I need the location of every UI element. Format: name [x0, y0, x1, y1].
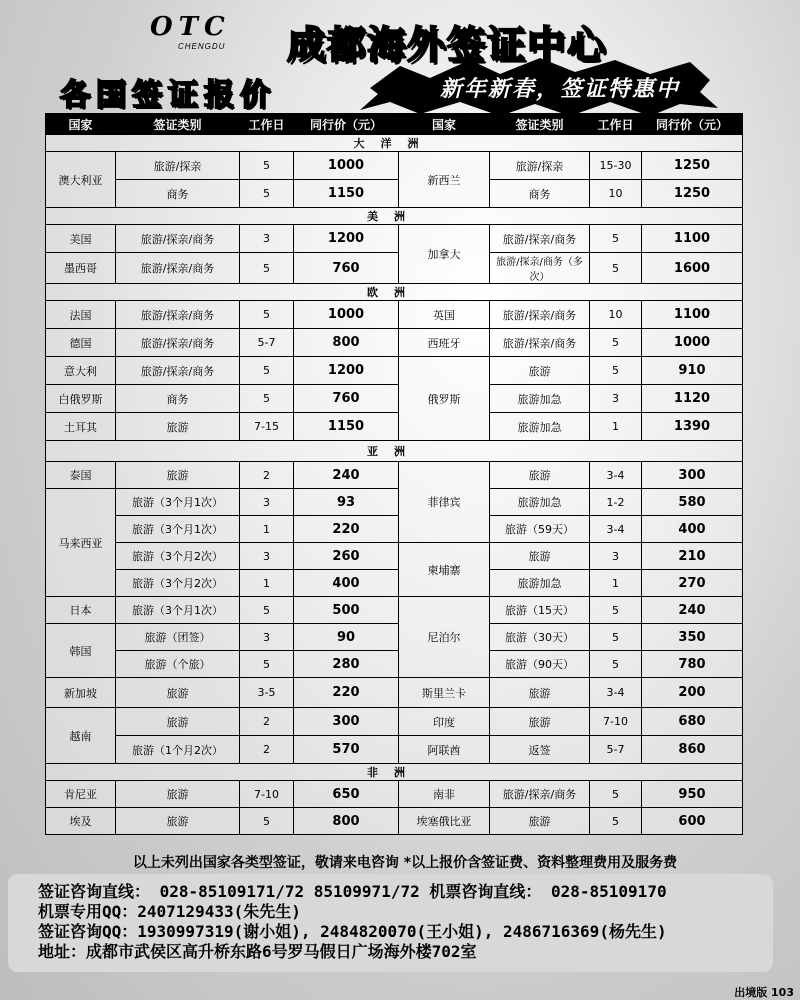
table-row [46, 329, 743, 357]
promo-banner: 新年新春，签证特惠中 [439, 76, 680, 102]
workdays-cell: 15-30 [590, 152, 642, 180]
header-workdays: 工作日 [590, 114, 642, 135]
table-row [46, 543, 743, 570]
visa-type-cell: 旅游/探亲/商务 [116, 329, 240, 357]
visa-type-cell: 旅游/探亲 [490, 152, 590, 180]
price-cell: 950 [642, 781, 743, 808]
price-cell: 760 [294, 385, 399, 413]
visa-type-cell: 旅游/探亲/商务 [116, 253, 240, 284]
workdays-cell: 1 [240, 570, 294, 597]
price-cell: 1390 [642, 413, 743, 441]
workdays-cell: 2 [240, 736, 294, 764]
visa-type-cell: 旅游 [490, 808, 590, 835]
visa-type-cell: 旅游（3个月2次） [116, 543, 240, 570]
price-list-title: 各国签证报价 [60, 78, 276, 113]
logo-subtext: CHENGDU [178, 42, 226, 51]
visa-type-cell: 旅游 [116, 462, 240, 489]
country-cell: 韩国 [46, 624, 116, 678]
table-row [46, 678, 743, 708]
workdays-cell: 5 [240, 253, 294, 284]
workdays-cell: 5 [590, 329, 642, 357]
workdays-cell: 5 [240, 808, 294, 835]
table-row [46, 781, 743, 808]
workdays-cell: 5 [240, 597, 294, 624]
workdays-cell: 7-15 [240, 413, 294, 441]
visa-type-cell: 返签 [490, 736, 590, 764]
table-row [46, 516, 743, 543]
visa-type-cell: 旅游/探亲/商务 [490, 781, 590, 808]
country-cell: 埃及 [46, 808, 116, 835]
ticket-qq: 机票专用QQ：2407129433(朱先生) [38, 902, 301, 921]
header-country: 国家 [46, 114, 116, 135]
table-row [46, 708, 743, 736]
price-cell: 780 [642, 651, 743, 678]
header-country: 国家 [399, 114, 490, 135]
country-cell: 白俄罗斯 [46, 385, 116, 413]
visa-type-cell: 旅游加急 [490, 413, 590, 441]
visa-type-cell: 旅游（3个月1次） [116, 516, 240, 543]
visa-type-cell: 旅游 [116, 678, 240, 708]
country-cell: 法国 [46, 301, 116, 329]
price-cell: 300 [294, 708, 399, 736]
workdays-cell: 5 [590, 253, 642, 284]
table-row [46, 180, 743, 208]
workdays-cell: 3 [240, 543, 294, 570]
country-cell: 美国 [46, 225, 116, 253]
table-row [46, 225, 743, 253]
visa-type-cell: 旅游 [490, 708, 590, 736]
price-cell: 1100 [642, 301, 743, 329]
country-cell: 俄罗斯 [399, 357, 490, 441]
visa-type-cell: 旅游 [116, 708, 240, 736]
price-cell: 300 [642, 462, 743, 489]
workdays-cell: 2 [240, 708, 294, 736]
visa-type-cell: 旅游 [116, 781, 240, 808]
country-cell: 泰国 [46, 462, 116, 489]
price-cell: 1000 [294, 301, 399, 329]
table-row [46, 736, 743, 764]
country-cell: 尼泊尔 [399, 597, 490, 678]
header-workdays: 工作日 [240, 114, 294, 135]
country-cell: 南非 [399, 781, 490, 808]
visa-type-cell: 旅游（59天） [490, 516, 590, 543]
workdays-cell: 3 [590, 543, 642, 570]
country-cell: 新西兰 [399, 152, 490, 208]
price-cell: 1150 [294, 413, 399, 441]
workdays-cell: 1 [240, 516, 294, 543]
logo-text: OTC [150, 12, 231, 42]
workdays-cell: 1 [590, 413, 642, 441]
price-cell: 1200 [294, 225, 399, 253]
header-visa-type: 签证类别 [490, 114, 590, 135]
region-americas: 美洲 [46, 208, 743, 225]
visa-type-cell: 旅游/探亲/商务 [116, 301, 240, 329]
visa-type-cell: 旅游 [116, 413, 240, 441]
country-cell: 西班牙 [399, 329, 490, 357]
price-cell: 1120 [642, 385, 743, 413]
visa-type-cell: 旅游（3个月2次） [116, 570, 240, 597]
price-cell: 1200 [294, 357, 399, 385]
header-price: 同行价（元） [642, 114, 743, 135]
visa-type-cell: 旅游（个旅） [116, 651, 240, 678]
visa-type-cell: 旅游 [116, 808, 240, 835]
visa-type-cell: 旅游（3个月1次） [116, 597, 240, 624]
price-cell: 650 [294, 781, 399, 808]
visa-type-cell: 旅游/探亲/商务 [116, 357, 240, 385]
country-cell: 马来西亚 [46, 489, 116, 597]
workdays-cell: 1-2 [590, 489, 642, 516]
workdays-cell: 5 [590, 597, 642, 624]
country-cell: 英国 [399, 301, 490, 329]
workdays-cell: 3-4 [590, 516, 642, 543]
workdays-cell: 5 [590, 357, 642, 385]
visa-type-cell: 旅游加急 [490, 385, 590, 413]
price-cell: 1600 [642, 253, 743, 284]
visa-type-cell: 旅游/探亲/商务 [490, 301, 590, 329]
consult-hotline: 签证咨询直线： 028-85109171/72 85109971/72 机票咨询直线： 028-85109170 [38, 882, 667, 901]
country-cell: 日本 [46, 597, 116, 624]
header-visa-type: 签证类别 [116, 114, 240, 135]
visa-type-cell: 旅游/探亲/商务（多次） [490, 253, 590, 284]
table-row [46, 489, 743, 516]
price-cell: 1000 [294, 152, 399, 180]
table-row [46, 808, 743, 835]
workdays-cell: 5 [240, 651, 294, 678]
workdays-cell: 1 [590, 570, 642, 597]
region-asia: 亚洲 [46, 441, 743, 462]
visa-type-cell: 旅游 [490, 357, 590, 385]
country-cell: 菲律宾 [399, 462, 490, 543]
address: 地址：成都市武侯区高升桥东路6号罗马假日广场海外楼702室 [38, 942, 477, 961]
price-cell: 1000 [642, 329, 743, 357]
visa-type-cell: 商务 [490, 180, 590, 208]
visa-qq: 签证咨询QQ：1930997319(谢小姐), 2484820070(王小姐), 2486716369(杨先生) [38, 922, 667, 941]
workdays-cell: 10 [590, 301, 642, 329]
visa-type-cell: 旅游 [490, 678, 590, 708]
price-cell: 200 [642, 678, 743, 708]
workdays-cell: 5 [240, 152, 294, 180]
visa-price-table [45, 113, 743, 835]
table-row [46, 651, 743, 678]
price-cell: 910 [642, 357, 743, 385]
country-cell: 印度 [399, 708, 490, 736]
workdays-cell: 5 [590, 225, 642, 253]
workdays-cell: 5 [240, 180, 294, 208]
country-cell: 越南 [46, 708, 116, 764]
price-cell: 280 [294, 651, 399, 678]
workdays-cell: 5 [240, 301, 294, 329]
visa-type-cell: 商务 [116, 180, 240, 208]
region-africa: 非洲 [46, 764, 743, 781]
table-row [46, 152, 743, 180]
workdays-cell: 5 [590, 808, 642, 835]
table-row [46, 624, 743, 651]
workdays-cell: 5 [590, 624, 642, 651]
price-cell: 600 [642, 808, 743, 835]
workdays-cell: 5 [590, 651, 642, 678]
workdays-cell: 3-4 [590, 678, 642, 708]
price-footnote: 以上未列出国家各类型签证，敬请来电咨询 *以上报价含签证费、资料整理费用及服务费 [132, 855, 678, 871]
table-row [46, 570, 743, 597]
otc-logo [150, 12, 240, 52]
workdays-cell: 3 [590, 385, 642, 413]
region-europe: 欧洲 [46, 284, 743, 301]
country-cell: 埃塞俄比亚 [399, 808, 490, 835]
workdays-cell: 2 [240, 462, 294, 489]
price-cell: 260 [294, 543, 399, 570]
price-cell: 500 [294, 597, 399, 624]
price-cell: 240 [642, 597, 743, 624]
country-cell: 肯尼亚 [46, 781, 116, 808]
table-row [46, 413, 743, 441]
country-cell: 澳大利亚 [46, 152, 116, 208]
country-cell: 加拿大 [399, 225, 490, 284]
visa-type-cell: 旅游（15天） [490, 597, 590, 624]
workdays-cell: 7-10 [590, 708, 642, 736]
country-cell: 德国 [46, 329, 116, 357]
contact-panel [8, 874, 773, 972]
workdays-cell: 3 [240, 624, 294, 651]
visa-type-cell: 旅游/探亲 [116, 152, 240, 180]
visa-type-cell: 旅游/探亲/商务 [116, 225, 240, 253]
price-cell: 400 [294, 570, 399, 597]
price-cell: 350 [642, 624, 743, 651]
visa-type-cell: 旅游（团签） [116, 624, 240, 651]
workdays-cell: 3-4 [590, 462, 642, 489]
price-cell: 570 [294, 736, 399, 764]
price-cell: 760 [294, 253, 399, 284]
price-cell: 240 [294, 462, 399, 489]
price-cell: 210 [642, 543, 743, 570]
price-cell: 800 [294, 808, 399, 835]
table-header-row [46, 114, 743, 135]
price-cell: 400 [642, 516, 743, 543]
table-row [46, 385, 743, 413]
price-cell: 1150 [294, 180, 399, 208]
workdays-cell: 5-7 [590, 736, 642, 764]
price-cell: 220 [294, 678, 399, 708]
table-row [46, 597, 743, 624]
country-cell: 墨西哥 [46, 253, 116, 284]
price-cell: 680 [642, 708, 743, 736]
price-cell: 93 [294, 489, 399, 516]
visa-type-cell: 旅游（3个月1次） [116, 489, 240, 516]
country-cell: 柬埔寨 [399, 543, 490, 597]
price-cell: 270 [642, 570, 743, 597]
price-cell: 220 [294, 516, 399, 543]
workdays-cell: 5 [240, 357, 294, 385]
price-cell: 800 [294, 329, 399, 357]
workdays-cell: 3-5 [240, 678, 294, 708]
price-cell: 1100 [642, 225, 743, 253]
workdays-cell: 3 [240, 489, 294, 516]
workdays-cell: 7-10 [240, 781, 294, 808]
page-title: 成都海外签证中心 [286, 23, 607, 67]
price-cell: 1250 [642, 152, 743, 180]
country-cell: 新加坡 [46, 678, 116, 708]
region-oceania: 大洋洲 [46, 135, 743, 152]
visa-type-cell: 旅游/探亲/商务 [490, 329, 590, 357]
table-row [46, 357, 743, 385]
visa-type-cell: 旅游（90天） [490, 651, 590, 678]
visa-type-cell: 旅游/探亲/商务 [490, 225, 590, 253]
visa-type-cell: 旅游加急 [490, 489, 590, 516]
workdays-cell: 3 [240, 225, 294, 253]
visa-type-cell: 商务 [116, 385, 240, 413]
visa-type-cell: 旅游加急 [490, 570, 590, 597]
workdays-cell: 5 [240, 385, 294, 413]
workdays-cell: 10 [590, 180, 642, 208]
workdays-cell: 5-7 [240, 329, 294, 357]
visa-type-cell: 旅游 [490, 462, 590, 489]
country-cell: 阿联酋 [399, 736, 490, 764]
visa-type-cell: 旅游（1个月2次） [116, 736, 240, 764]
price-cell: 860 [642, 736, 743, 764]
visa-type-cell: 旅游 [490, 543, 590, 570]
table-row [46, 253, 743, 284]
page-number: 出境版 103 [734, 986, 794, 999]
country-cell: 斯里兰卡 [399, 678, 490, 708]
price-cell: 580 [642, 489, 743, 516]
table-row [46, 301, 743, 329]
price-cell: 90 [294, 624, 399, 651]
workdays-cell: 5 [590, 781, 642, 808]
price-cell: 1250 [642, 180, 743, 208]
country-cell: 土耳其 [46, 413, 116, 441]
country-cell: 意大利 [46, 357, 116, 385]
table-row [46, 462, 743, 489]
header-price: 同行价（元） [294, 114, 399, 135]
visa-type-cell: 旅游（30天） [490, 624, 590, 651]
